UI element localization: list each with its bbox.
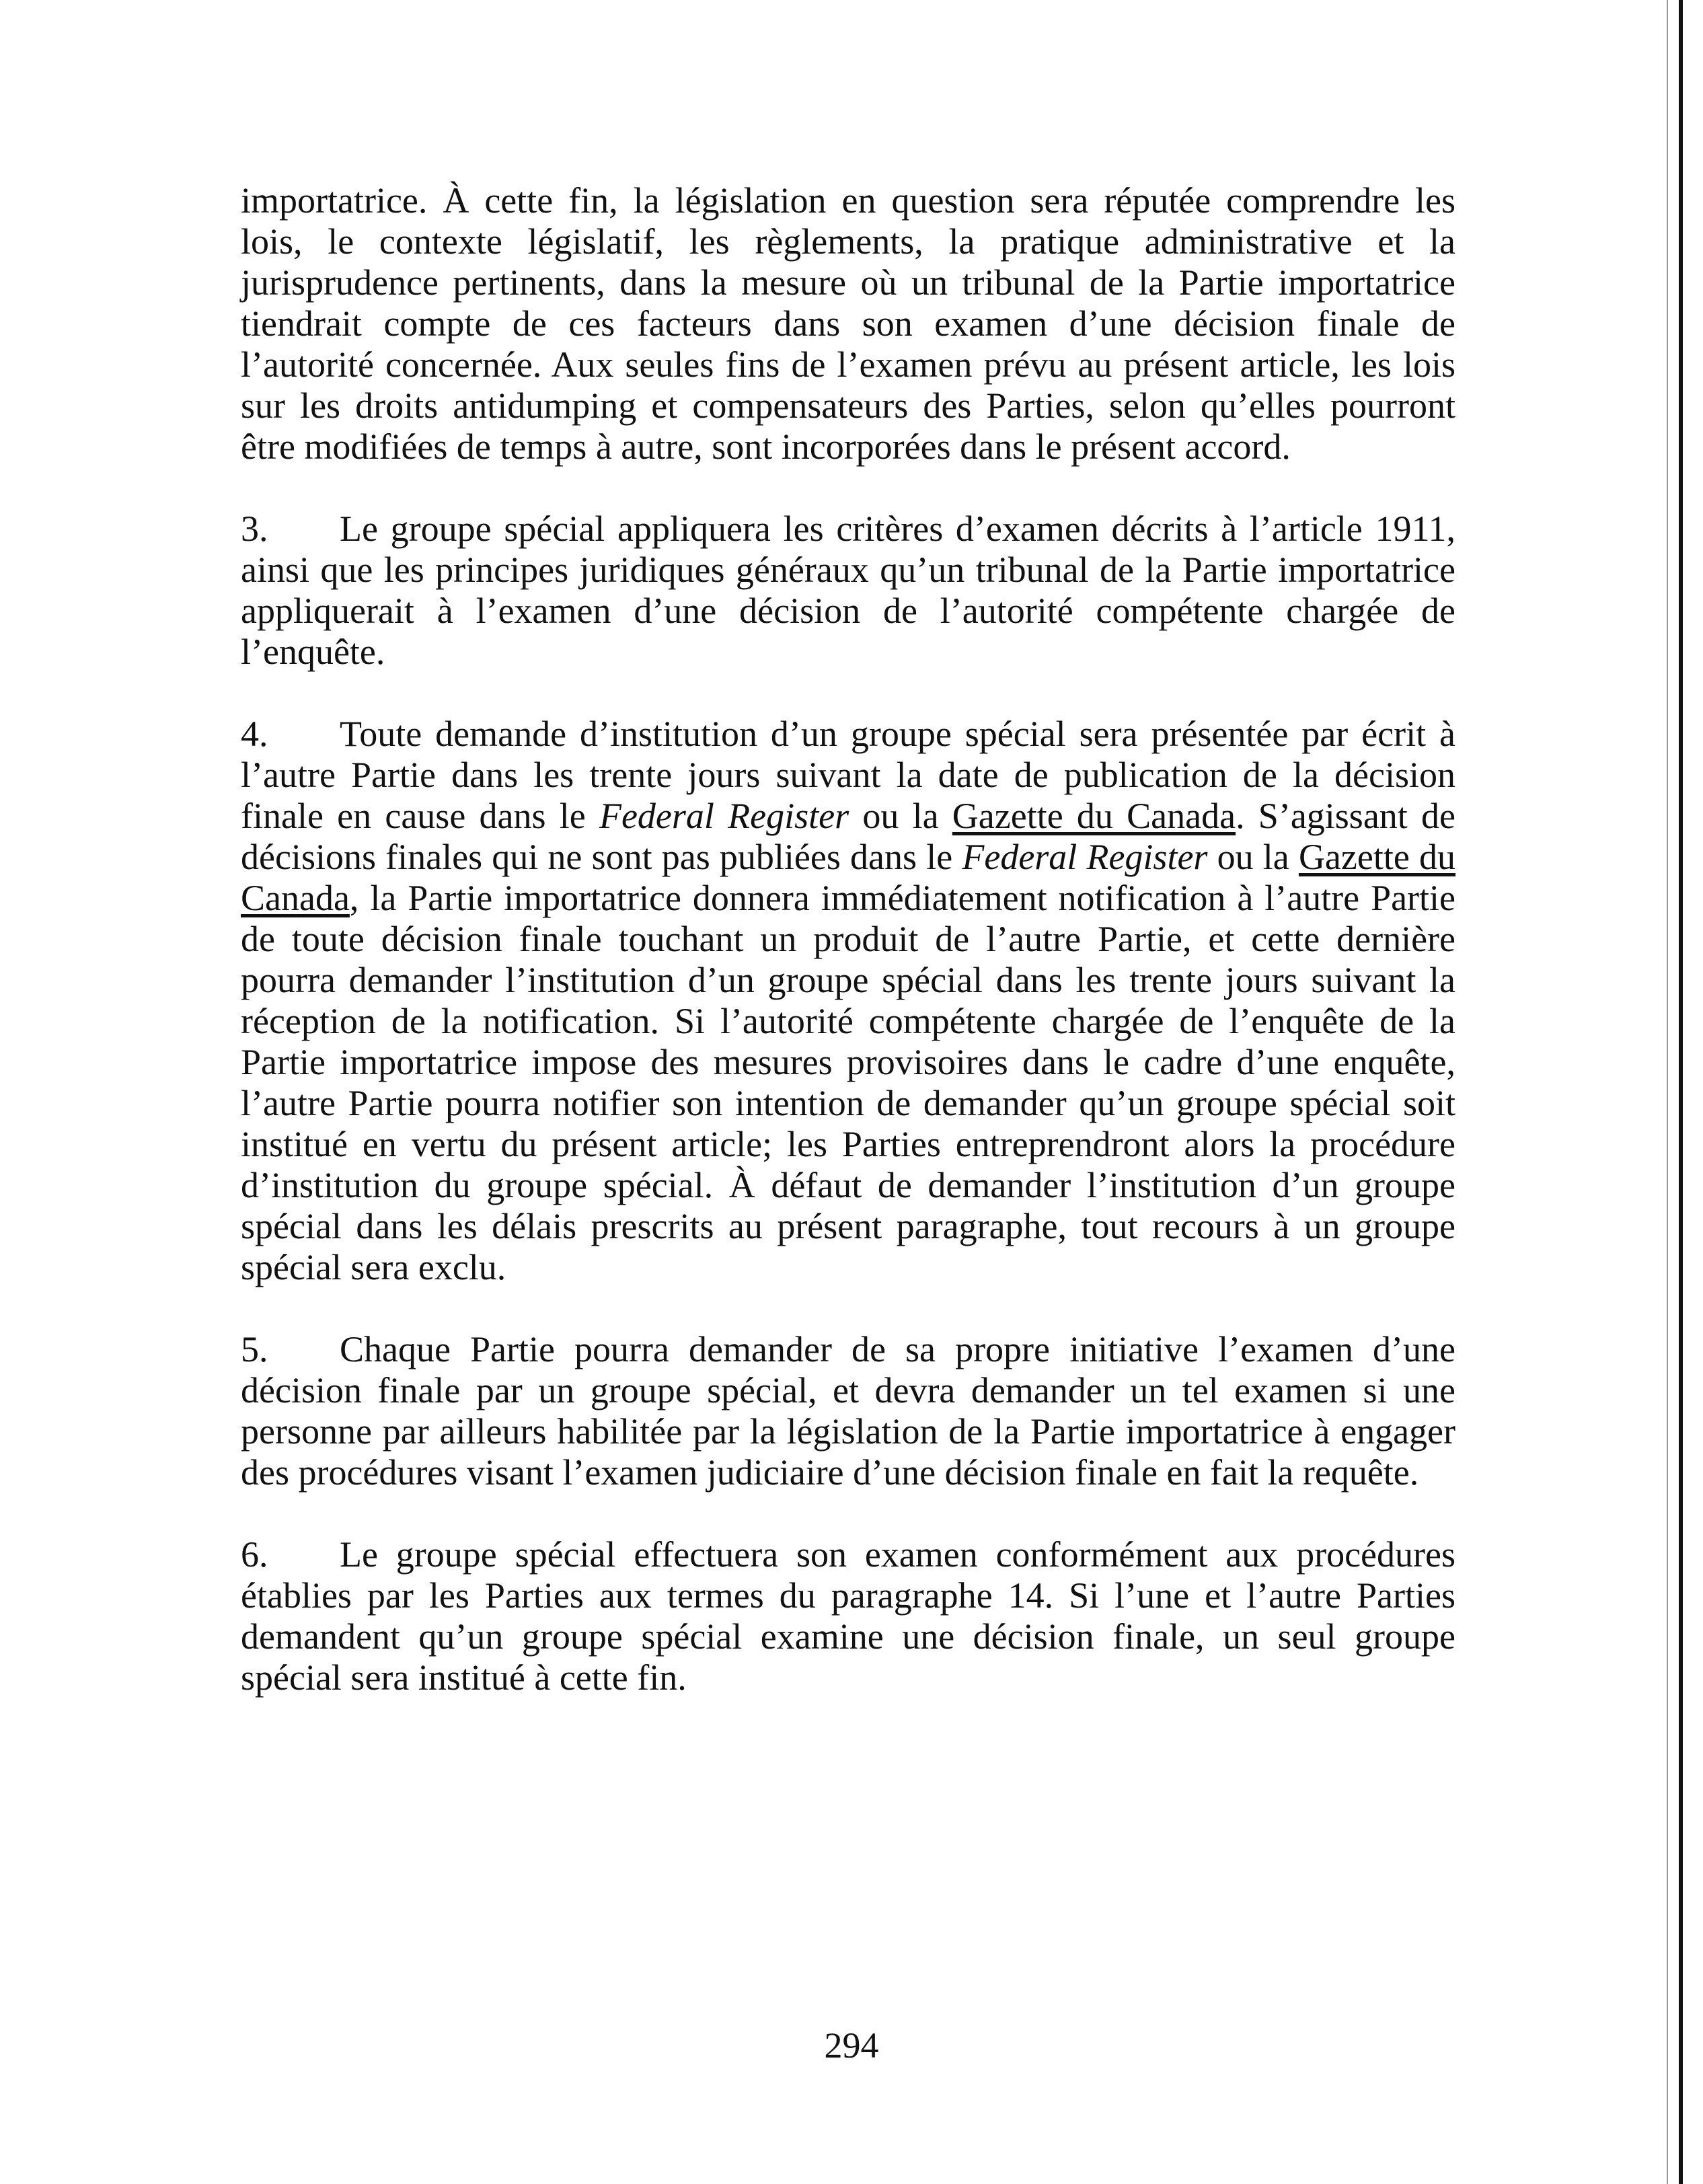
paragraph-4	[241, 714, 1455, 1288]
paragraph-text: Le groupe spécial appliquera les critères d’examen décrits à l’article 1911, ainsi que les principes juridiques généraux qu’un tribunal de la Partie importatrice appliquerait à l’examen d’une décision de l’autorité compétente chargée de l’enquête.	[241, 509, 1455, 672]
paragraph-3	[241, 509, 1455, 673]
paragraph-6	[241, 1534, 1455, 1698]
paragraph-number: 4.	[241, 714, 268, 754]
paragraph-5	[241, 1329, 1455, 1493]
paragraph-text: . S’agissant de décisions finales qui ne sont pas publiées dans le	[241, 796, 1455, 877]
paragraph-number: 5.	[241, 1329, 268, 1369]
federal-register-reference: Federal Register	[962, 837, 1208, 877]
paragraph-text: Toute demande d’institution d’un groupe spécial sera présentée par écrit à l’autre Partie dans les trente jours suivant la date de publication de la décision finale en cause dans le	[241, 714, 1455, 836]
article-body	[241, 180, 1455, 1739]
paragraph-text: ou la	[849, 796, 952, 836]
gazette-reference: Gazette du Canada	[952, 796, 1236, 836]
paragraph-text: Chaque Partie pourra demander de sa propre initiative l’examen d’une décision finale par un groupe spécial, et devra demander un tel examen si une personne par ailleurs habilitée par la législation de la Partie importatrice à engager des procédures visant l’examen judiciaire d’une décision finale en fait la requête.	[241, 1329, 1455, 1493]
gazette-reference: Gazette du Canada	[241, 837, 1455, 918]
paragraph-text: , la Partie importatrice donnera immédiatement notification à l’autre Partie de toute décision finale touchant un produit de l’autre Partie, et cette dernière pourra demander l’institution d’un groupe spécial dans les trente jours suivant la réception de la notification. Si l’autorité compétente chargée de l’enquête de la Partie importatrice impose des mesures provisoires dans le cadre d’une enquête, l’autre Partie pourra notifier son intention de demander qu’un groupe spécial soit institué en vertu du présent article; les Parties entreprendront alors la procédure d’institution du groupe spécial. À défaut de demander l’institution d’un groupe spécial dans les délais prescrits au présent paragraphe, tout recours à un groupe spécial sera exclu.	[241, 878, 1455, 1287]
federal-register-reference: Federal Register	[599, 796, 849, 836]
page-number: 294	[824, 2025, 879, 2066]
scan-border	[1679, 0, 1683, 2184]
paragraph-text: ou la	[1207, 837, 1299, 877]
paragraph-text: importatrice. À cette fin, la législation en question sera réputée comprendre les lois, le contexte législatif, les règlements, la pratique administrative et la jurisprudence pertinents, dans la mesure où un tribunal de la Partie importatrice tiendrait compte de ces facteurs dans son examen d’une décision finale de l’autorité concernée. Aux seules fins de l’examen prévu au présent article, les lois sur les droits antidumping et compensateurs des Parties, selon qu’elles pourront être modifiées de temps à autre, sont incorporées dans le présent accord.	[241, 180, 1455, 467]
paragraph-text: Le groupe spécial effectuera son examen conformément aux procédures établies par les Parties aux termes du paragraphe 14. Si l’une et l’autre Parties demandent qu’un groupe spécial examine une décision finale, un seul groupe spécial sera institué à cette fin.	[241, 1534, 1455, 1698]
paragraph-number: 3.	[241, 509, 268, 549]
paragraph-number: 6.	[241, 1534, 268, 1575]
paragraph-continuation	[241, 180, 1455, 467]
scan-border-thin	[1667, 0, 1668, 2184]
